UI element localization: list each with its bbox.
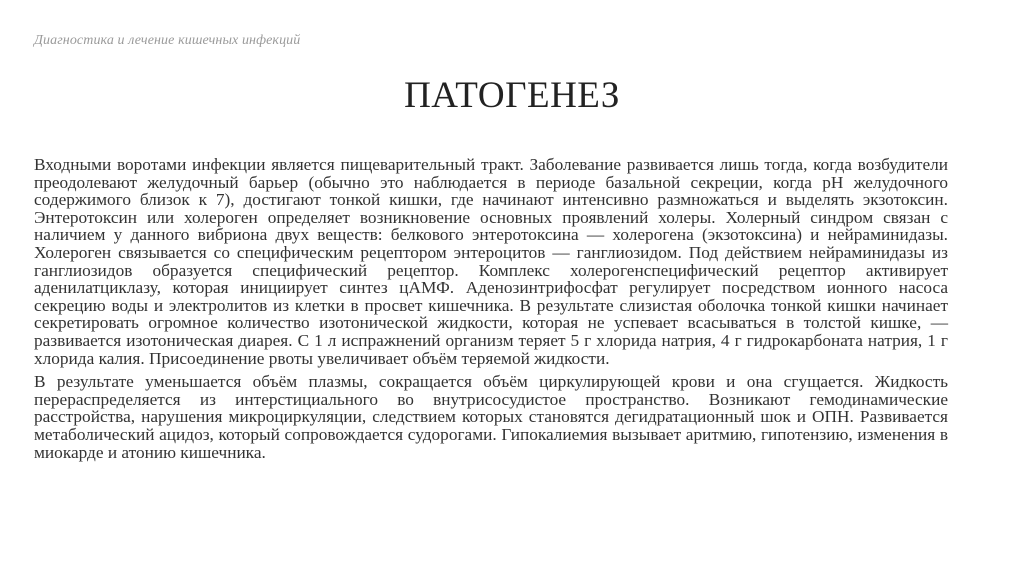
slide-title: ПАТОГЕНЕЗ (404, 75, 620, 116)
paragraph-pathogenesis-consequences: В результате уменьшается объём плазмы, сокращается объём циркулирующей крови и она сгущается. Жидкость перераспределяется из интерстициального во внутрисосудистое пространство. Возникают гемодинамические расстройства, нарушения микроциркуляции, следствием которых становятся дегидратационный шок и ОПН. Развивается метаболический ацидоз, который сопровождается судорогами. Гипокалиемия вызывает аритмию, гипотензию, изменения в миокарде и атонию кишечника. (34, 372, 948, 462)
slide-body (34, 156, 948, 467)
paragraph-pathogenesis-mechanism: Входными воротами инфекции является пищеварительный тракт. Заболевание развивается лишь тогда, когда возбудители преодолевают желудочный барьер (обычно это наблюдается в периоде базальной секреции, когда pH желудочного содержимого близок к 7), достигают тонкой кишки, где начинают интенсивно размножаться и выделять экзотоксин. Энтеротоксин или холероген определяет возникновение основных проявлений холеры. Холерный синдром связан с наличием у данного вибриона двух веществ: белкового энтеротоксина — холерогена (экзотоксина) и нейраминидазы. Холероген связывается со специфическим рецептором энтероцитов — ганглиозидом. Под действием нейраминидазы из ганглиозидов образуется специфический рецептор. Комплекс холерогенспецифический рецептор активирует аденилатциклазу, которая инициирует синтез цАМФ. Аденозинтрифосфат регулирует посредством ионного насоса секрецию воды и электролитов из клетки в просвет кишечника. В результате слизистая оболочка тонкой кишки начинает секретировать огромное количество изотонической жидкости, которая не успевает всасываться в толстой кишке, — развивается изотоническая диарея. С 1 л испражнений организм теряет 5 г хлорида натрия, 4 г гидрокарбоната натрия, 1 г хлорида калия. Присоединение рвоты увеличивает объём теряемой жидкости. (34, 155, 948, 368)
slide-header: Диагностика и лечение кишечных инфекций (34, 33, 301, 48)
